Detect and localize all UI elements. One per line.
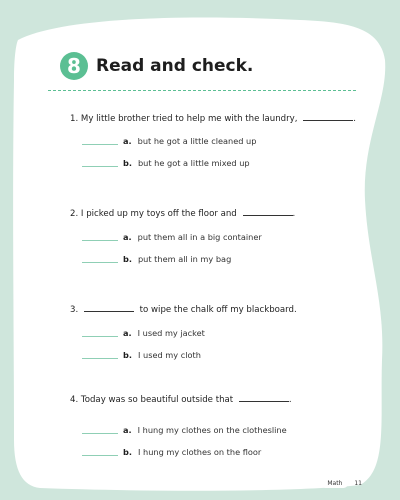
question-3-text: 3. (70, 305, 79, 315)
option-letter: a. (123, 232, 132, 242)
question-1-text: 1. My little brother tried to help me with the laundry, (70, 114, 298, 124)
question-4 (70, 392, 292, 405)
question-2-option-b (82, 254, 231, 264)
question-2 (70, 206, 295, 219)
option-letter: a. (123, 136, 132, 146)
page-footer (321, 479, 362, 488)
question-2-end: . (292, 209, 296, 219)
option-letter: a. (123, 328, 132, 338)
page-number: 11 (354, 480, 362, 487)
option-text: put them all in my bag (137, 254, 232, 264)
question-2-option-a (82, 232, 262, 242)
question-4-blank[interactable] (239, 392, 289, 402)
check-line[interactable] (82, 455, 118, 456)
check-line[interactable] (82, 144, 118, 145)
exercise-header (60, 52, 253, 80)
option-text: I hung my clothes on the clothesline (137, 425, 287, 435)
exercise-title: Read and check. (96, 56, 254, 76)
option-letter: b. (123, 350, 132, 360)
question-3-option-b (82, 350, 201, 360)
question-3 (70, 302, 297, 315)
option-letter: b. (123, 158, 132, 168)
check-line[interactable] (82, 336, 118, 337)
subject-label: Math (321, 479, 348, 488)
question-4-option-a (82, 425, 287, 435)
question-3-blank[interactable] (84, 302, 134, 312)
option-text: but he got a little cleaned up (137, 136, 257, 146)
option-text: I used my jacket (137, 328, 205, 338)
question-4-text: 4. Today was so beautiful outside that (70, 395, 234, 405)
check-line[interactable] (82, 166, 118, 167)
option-text: put them all in a big container (137, 232, 262, 242)
dashed-divider (48, 90, 356, 91)
exercise-number-badge (60, 52, 88, 80)
exercise-number: 8 (67, 54, 81, 78)
question-2-text: 2. I picked up my toys off the floor and (70, 209, 237, 219)
check-line[interactable] (82, 433, 118, 434)
question-3-end: to wipe the chalk off my blackboard. (139, 305, 297, 315)
option-letter: a. (123, 425, 132, 435)
question-1-option-b (82, 158, 250, 168)
question-1-option-a (82, 136, 256, 146)
option-text: but he got a little mixed up (137, 158, 250, 168)
question-1 (70, 111, 356, 124)
question-1-end: . (353, 114, 356, 124)
question-2-blank[interactable] (243, 206, 293, 216)
question-4-end: . (288, 395, 292, 405)
check-line[interactable] (82, 358, 118, 359)
check-line[interactable] (82, 262, 118, 263)
check-line[interactable] (82, 240, 118, 241)
option-letter: b. (123, 254, 132, 264)
question-4-option-b (82, 447, 261, 457)
option-letter: b. (123, 447, 132, 457)
question-3-option-a (82, 328, 205, 338)
option-text: I hung my clothes on the floor (137, 447, 262, 457)
option-text: I used my cloth (137, 350, 201, 360)
question-1-blank[interactable] (303, 111, 353, 121)
